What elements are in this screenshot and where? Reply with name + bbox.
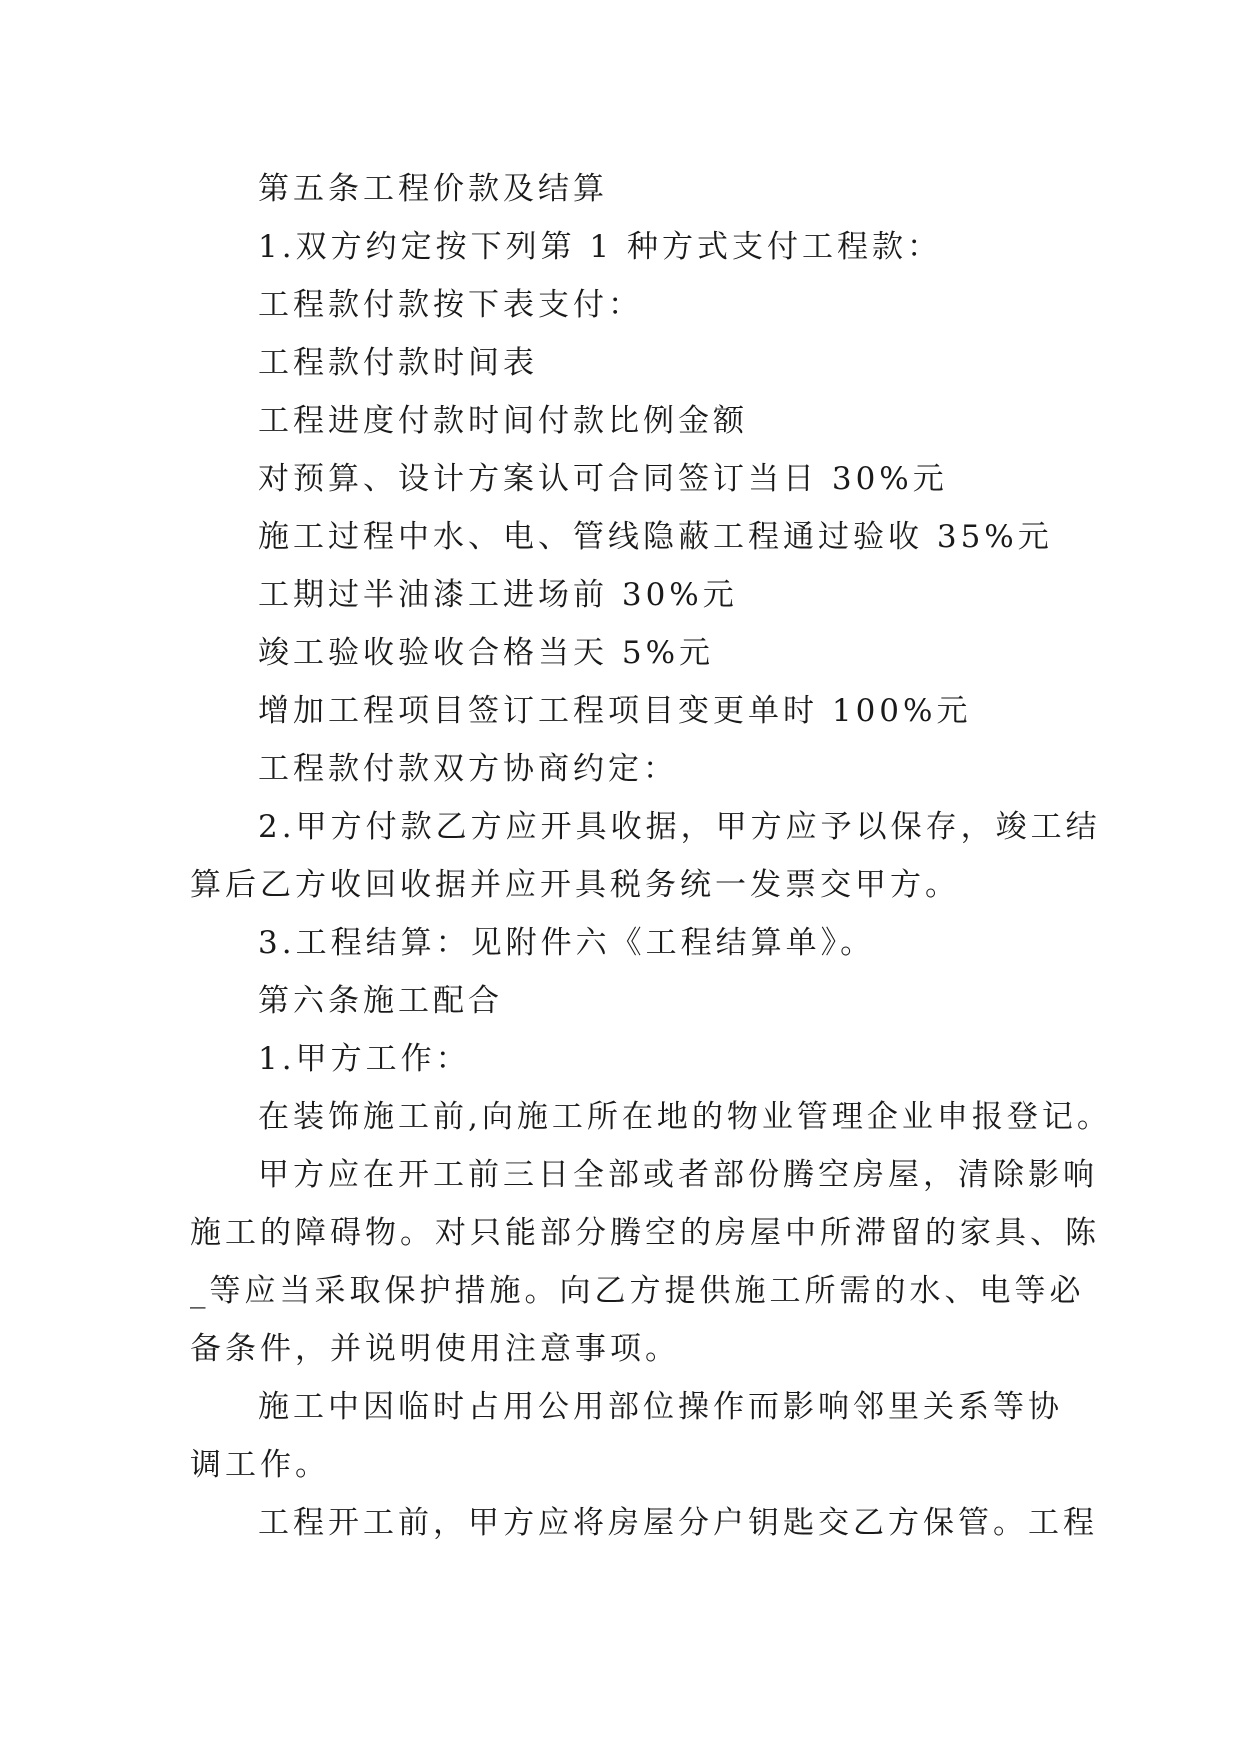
table-row: 增加工程项目签订工程项目变更单时 100%元 [258, 693, 972, 729]
section-heading: 第六条施工配合 [258, 983, 503, 1019]
table-row: 施工过程中水、电、管线隐蔽工程通过验收 35%元 [258, 519, 1053, 555]
table-title: 工程款付款时间表 [258, 345, 538, 381]
paragraph-line: 备条件，并说明使用注意事项。 [190, 1331, 680, 1367]
section-heading: 第五条工程价款及结算 [258, 171, 608, 207]
document-body [190, 160, 1112, 1552]
paragraph-line: 1.甲方工作： [258, 1041, 471, 1077]
paragraph-line: 工程款付款按下表支付： [258, 287, 643, 323]
table-row: 对预算、设计方案认可合同签订当日 30%元 [258, 461, 948, 497]
paragraph-line: 1.双方约定按下列第 1 种方式支付工程款： [258, 229, 943, 265]
paragraph-line: 工程开工前，甲方应将房屋分户钥匙交乙方保管。工程 [258, 1505, 1098, 1541]
paragraph-line: 2.甲方付款乙方应开具收据，甲方应予以保存，竣工结 [258, 809, 1101, 845]
paragraph-line: 工程款付款双方协商约定： [258, 751, 678, 787]
paragraph-line: 在装饰施工前,向施工所在地的物业管理企业申报登记。 [258, 1099, 1112, 1135]
table-row: 工期过半油漆工进场前 30%元 [258, 577, 738, 613]
paragraph-line: 施工的障碍物。对只能部分腾空的房屋中所滞留的家具、陈 [190, 1215, 1100, 1251]
paragraph-line: 调工作。 [190, 1447, 330, 1483]
table-row: 竣工验收验收合格当天 5%元 [258, 635, 715, 671]
paragraph-line: 施工中因临时占用公用部位操作而影响邻里关系等协 [258, 1389, 1063, 1425]
paragraph-line: 甲方应在开工前三日全部或者部份腾空房屋，清除影响 [258, 1157, 1098, 1193]
paragraph-line: _等应当采取保护措施。向乙方提供施工所需的水、电等必 [190, 1273, 1085, 1309]
paragraph-line: 算后乙方收回收据并应开具税务统一发票交甲方。 [190, 867, 960, 903]
table-header: 工程进度付款时间付款比例金额 [258, 403, 748, 439]
paragraph-line: 3.工程结算：见附件六《工程结算单》。 [258, 925, 876, 961]
